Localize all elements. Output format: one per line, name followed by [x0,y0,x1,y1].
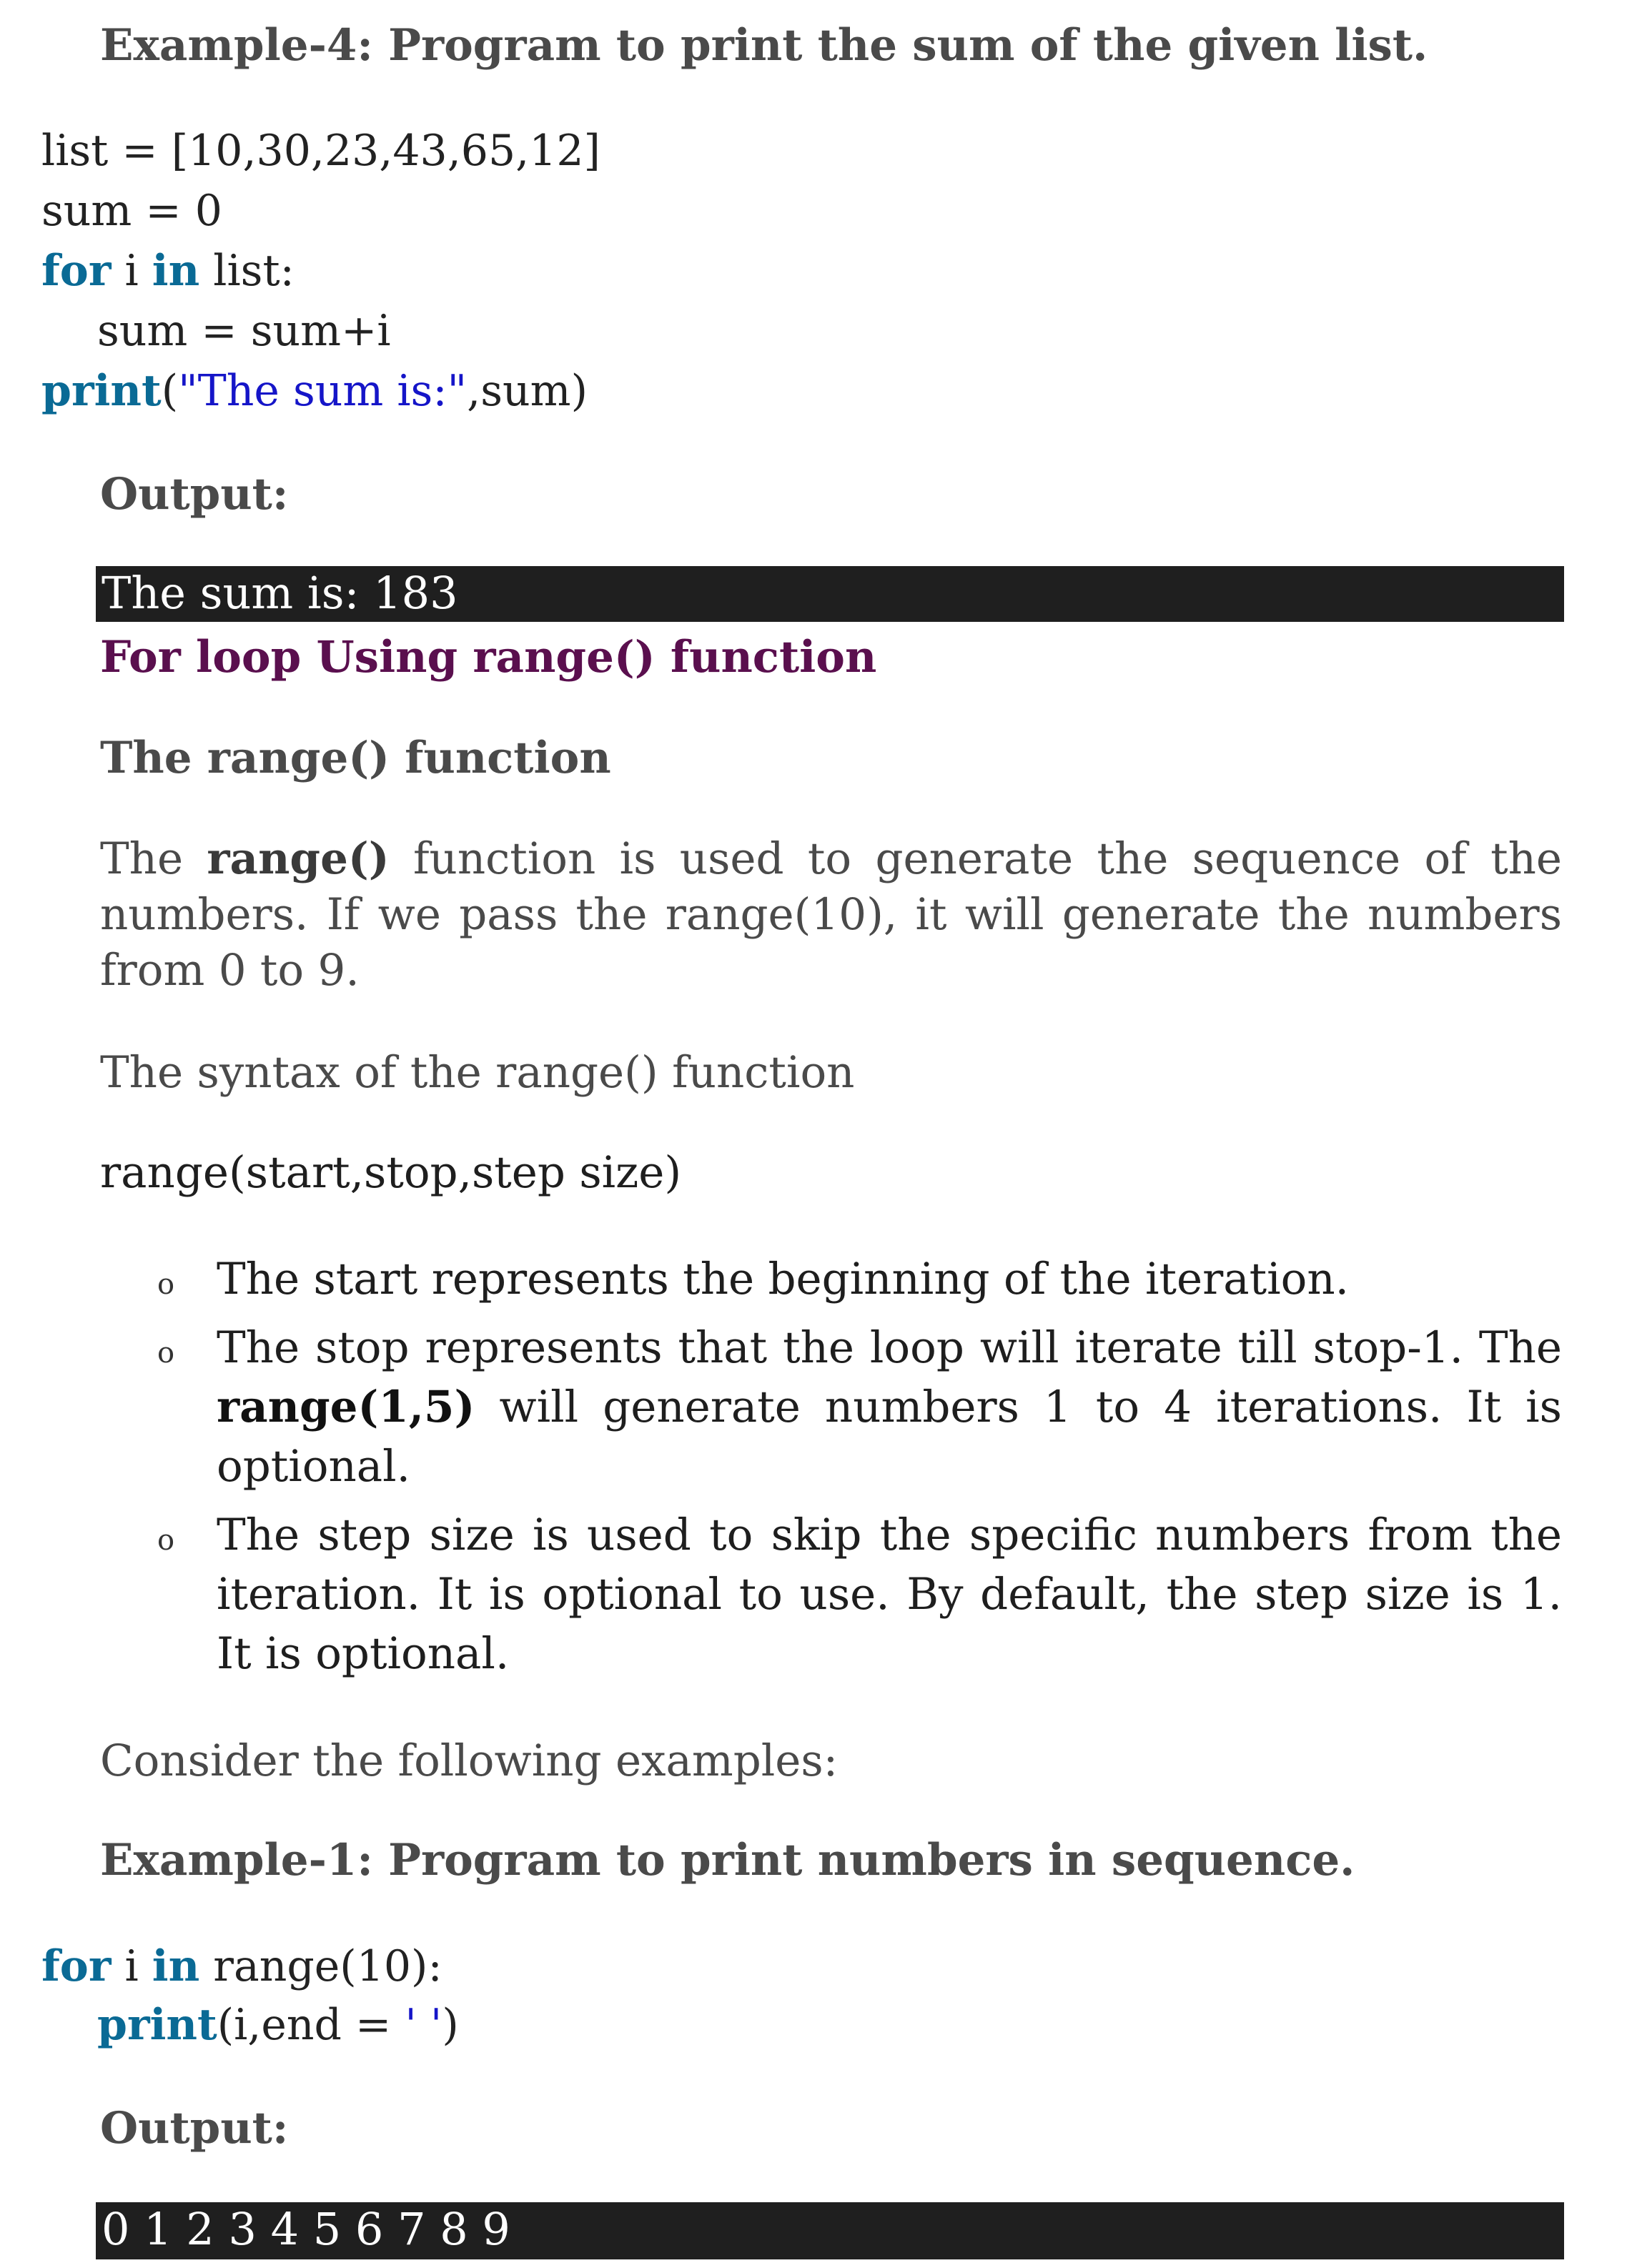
example4-heading: Example-4: Program to print the sum of the given list. [100,20,1428,71]
output-label: Output: [100,469,289,520]
list-item-bold: range(1,5) [217,1382,475,1432]
list-item-text: The step size is used to skip the specific numbers from the iteration. It is optional to use. By default, the step size is 1. It is optional. [217,1510,1562,1679]
code-text: ,sum) [467,366,588,416]
para-bold: range() [207,833,390,884]
output-label: Output: [100,2103,289,2154]
output-console: 0 1 2 3 4 5 6 7 8 9 [96,2202,1564,2259]
range-description [100,831,1562,999]
bullet-icon: o [157,1337,175,1370]
code-text: (i,end = [217,2000,405,2050]
list-item [157,1505,1562,1683]
keyword-in: in [152,1941,200,1991]
list-item [157,1318,1562,1496]
code-line: list = [10,30,23,43,65,12] [41,126,600,176]
code-line [97,2000,459,2050]
code-line: sum = 0 [41,186,222,236]
syntax-line: range(start,stop,step size) [100,1147,682,1198]
keyword-for: for [41,246,112,296]
code-line [41,366,588,416]
keyword-print: print [97,2000,217,2050]
code-text: ) [442,2000,459,2050]
example1-heading: Example-1: Program to print numbers in sequence. [100,1835,1355,1886]
para-text: function is used to generate the sequence of the numbers. If we pass the range(10), it will generate the numbers from 0 to 9. [100,833,1562,996]
section-subtitle: The range() function [100,733,611,783]
para-text: The [100,833,207,884]
code-text: ( [161,366,179,416]
keyword-print: print [41,366,162,416]
output-console: The sum is: 183 [96,566,1564,622]
code-text: i [111,246,152,296]
code-text: list: [199,246,295,296]
list-item-text: The start represents the beginning of the iteration. [217,1254,1350,1304]
list-item-text: will generate numbers 1 to 4 iterations. It is optional. [217,1382,1562,1492]
list-item [157,1249,1562,1309]
consider-text: Consider the following examples: [100,1735,839,1786]
code-line [41,246,295,296]
parameter-list [157,1249,1562,1693]
code-text: i [111,1941,152,1991]
code-text: range(10): [199,1941,442,1991]
syntax-intro: The syntax of the range() function [100,1047,855,1098]
code-string: ' ' [405,2000,442,2050]
code-line: sum = sum+i [97,306,391,356]
code-string: "The sum is:" [178,366,468,416]
keyword-in: in [152,246,200,296]
list-item-text: The stop represents that the loop will iterate till stop-1. The [217,1322,1562,1373]
keyword-for: for [41,1941,112,1991]
bullet-icon: o [157,1268,175,1301]
bullet-icon: o [157,1524,175,1557]
section-title: For loop Using range() function [100,632,877,683]
code-line [41,1941,442,1991]
